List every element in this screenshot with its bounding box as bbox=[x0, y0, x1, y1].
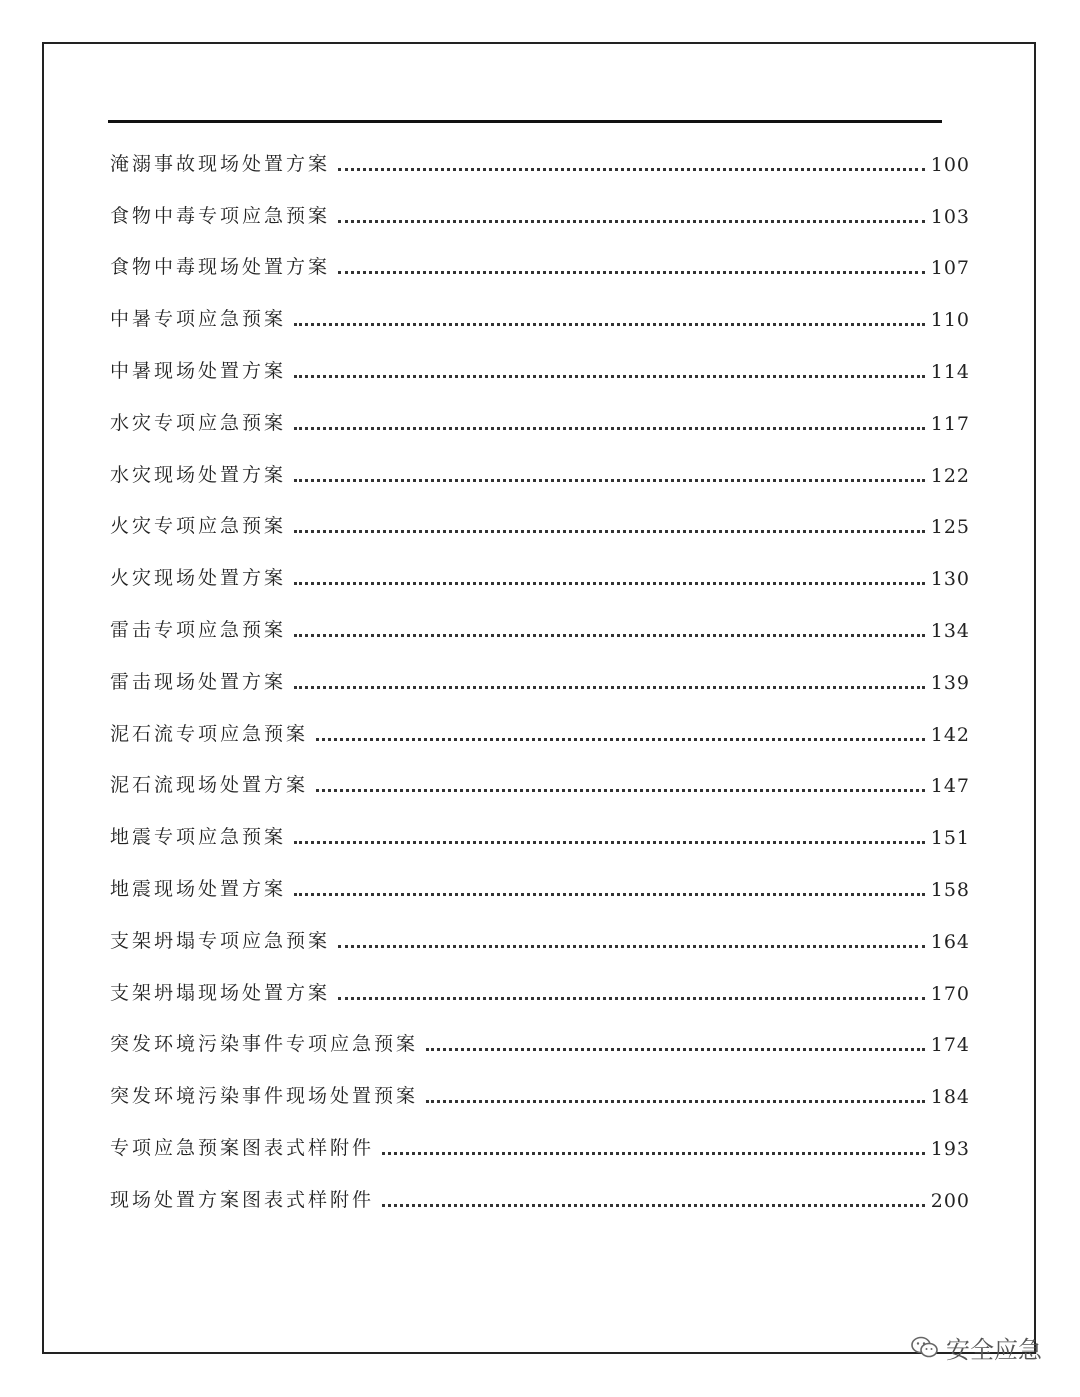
toc-dot-leader bbox=[316, 789, 925, 792]
toc-entry[interactable] bbox=[110, 228, 970, 280]
toc-dot-leader bbox=[382, 1152, 925, 1155]
toc-entry-title: 泥石流专项应急预案 bbox=[110, 722, 309, 745]
toc-dot-leader bbox=[426, 1048, 925, 1051]
toc-entry-page: 142 bbox=[930, 723, 970, 746]
toc-entry-page: 122 bbox=[930, 464, 970, 487]
toc-entry-title: 雷击专项应急预案 bbox=[110, 618, 287, 641]
toc-entry[interactable] bbox=[110, 746, 970, 798]
toc-entry[interactable] bbox=[110, 953, 970, 1005]
toc-entry[interactable] bbox=[110, 1108, 970, 1160]
toc-dot-leader bbox=[294, 323, 925, 326]
toc-dot-leader bbox=[338, 271, 925, 274]
toc-entry-page: 147 bbox=[930, 775, 970, 798]
toc-entry-title: 支架坍塌现场处置方案 bbox=[110, 981, 331, 1004]
toc-dot-leader bbox=[294, 375, 925, 378]
toc-dot-leader bbox=[294, 479, 925, 482]
toc-dot-leader bbox=[294, 634, 925, 637]
toc-entry[interactable] bbox=[110, 124, 970, 176]
toc-entry[interactable] bbox=[110, 590, 970, 642]
toc-entry-title: 突发环境污染事件现场处置预案 bbox=[110, 1085, 419, 1108]
toc-dot-leader bbox=[382, 1204, 925, 1207]
toc-entry-title: 突发环境污染事件专项应急预案 bbox=[110, 1033, 419, 1056]
toc-entry-title: 雷击现场处置方案 bbox=[110, 670, 287, 693]
toc-entry-page: 110 bbox=[930, 309, 970, 332]
toc-entry-page: 107 bbox=[930, 257, 970, 280]
toc-entry-page: 130 bbox=[930, 568, 970, 591]
toc-entry-title: 食物中毒现场处置方案 bbox=[110, 256, 331, 279]
toc-entry-page: 114 bbox=[930, 360, 970, 383]
toc-entry[interactable] bbox=[110, 383, 970, 435]
toc-dot-leader bbox=[338, 220, 925, 223]
toc-entry-title: 水灾专项应急预案 bbox=[110, 411, 287, 434]
toc-entry-page: 100 bbox=[930, 153, 970, 176]
toc-entry-title: 泥石流现场处置方案 bbox=[110, 774, 309, 797]
toc-entry-title: 中暑专项应急预案 bbox=[110, 308, 287, 331]
toc-entry[interactable] bbox=[110, 1005, 970, 1057]
toc-entry-page: 134 bbox=[930, 619, 970, 642]
table-of-contents bbox=[110, 124, 970, 1212]
toc-dot-leader bbox=[338, 168, 925, 171]
toc-dot-leader bbox=[294, 582, 925, 585]
toc-entry-page: 139 bbox=[930, 671, 970, 694]
toc-entry[interactable] bbox=[110, 487, 970, 539]
header-rule bbox=[108, 120, 942, 123]
toc-entry-title: 火灾专项应急预案 bbox=[110, 515, 287, 538]
toc-entry-page: 174 bbox=[930, 1034, 970, 1057]
toc-entry-title: 食物中毒专项应急预案 bbox=[110, 204, 331, 227]
toc-dot-leader bbox=[294, 686, 925, 689]
toc-dot-leader bbox=[294, 427, 925, 430]
toc-entry-title: 地震现场处置方案 bbox=[110, 877, 287, 900]
watermark bbox=[910, 1330, 1042, 1365]
toc-entry[interactable] bbox=[110, 279, 970, 331]
toc-dot-leader bbox=[338, 997, 925, 1000]
toc-entry[interactable] bbox=[110, 642, 970, 694]
toc-entry-page: 151 bbox=[930, 827, 970, 850]
toc-entry-page: 193 bbox=[930, 1137, 970, 1160]
toc-dot-leader bbox=[426, 1100, 925, 1103]
toc-entry-page: 200 bbox=[930, 1189, 970, 1212]
toc-entry[interactable] bbox=[110, 901, 970, 953]
toc-entry[interactable] bbox=[110, 435, 970, 487]
toc-entry-title: 火灾现场处置方案 bbox=[110, 567, 287, 590]
wechat-icon bbox=[910, 1335, 940, 1361]
toc-entry[interactable] bbox=[110, 176, 970, 228]
toc-dot-leader bbox=[294, 530, 925, 533]
toc-entry-title: 水灾现场处置方案 bbox=[110, 463, 287, 486]
toc-entry-page: 103 bbox=[930, 205, 970, 228]
toc-entry-title: 地震专项应急预案 bbox=[110, 826, 287, 849]
toc-dot-leader bbox=[294, 841, 925, 844]
toc-entry-title: 淹溺事故现场处置方案 bbox=[110, 152, 331, 175]
watermark-text: 安全应急 bbox=[946, 1336, 1042, 1364]
toc-entry-title: 现场处置方案图表式样附件 bbox=[110, 1188, 375, 1211]
toc-entry-page: 164 bbox=[930, 930, 970, 953]
toc-dot-leader bbox=[338, 945, 925, 948]
toc-entry[interactable] bbox=[110, 331, 970, 383]
toc-entry[interactable] bbox=[110, 694, 970, 746]
toc-entry[interactable] bbox=[110, 538, 970, 590]
toc-entry[interactable] bbox=[110, 1056, 970, 1108]
toc-entry-page: 117 bbox=[930, 412, 970, 435]
toc-entry[interactable] bbox=[110, 797, 970, 849]
toc-entry-page: 170 bbox=[930, 982, 970, 1005]
toc-entry-page: 184 bbox=[930, 1086, 970, 1109]
toc-entry[interactable] bbox=[110, 849, 970, 901]
toc-entry-title: 支架坍塌专项应急预案 bbox=[110, 929, 331, 952]
toc-entry-page: 125 bbox=[930, 516, 970, 539]
toc-entry-title: 专项应急预案图表式样附件 bbox=[110, 1136, 375, 1159]
toc-entry-title: 中暑现场处置方案 bbox=[110, 359, 287, 382]
toc-entry[interactable] bbox=[110, 1160, 970, 1212]
toc-dot-leader bbox=[294, 893, 925, 896]
toc-dot-leader bbox=[316, 738, 925, 741]
toc-entry-page: 158 bbox=[930, 878, 970, 901]
